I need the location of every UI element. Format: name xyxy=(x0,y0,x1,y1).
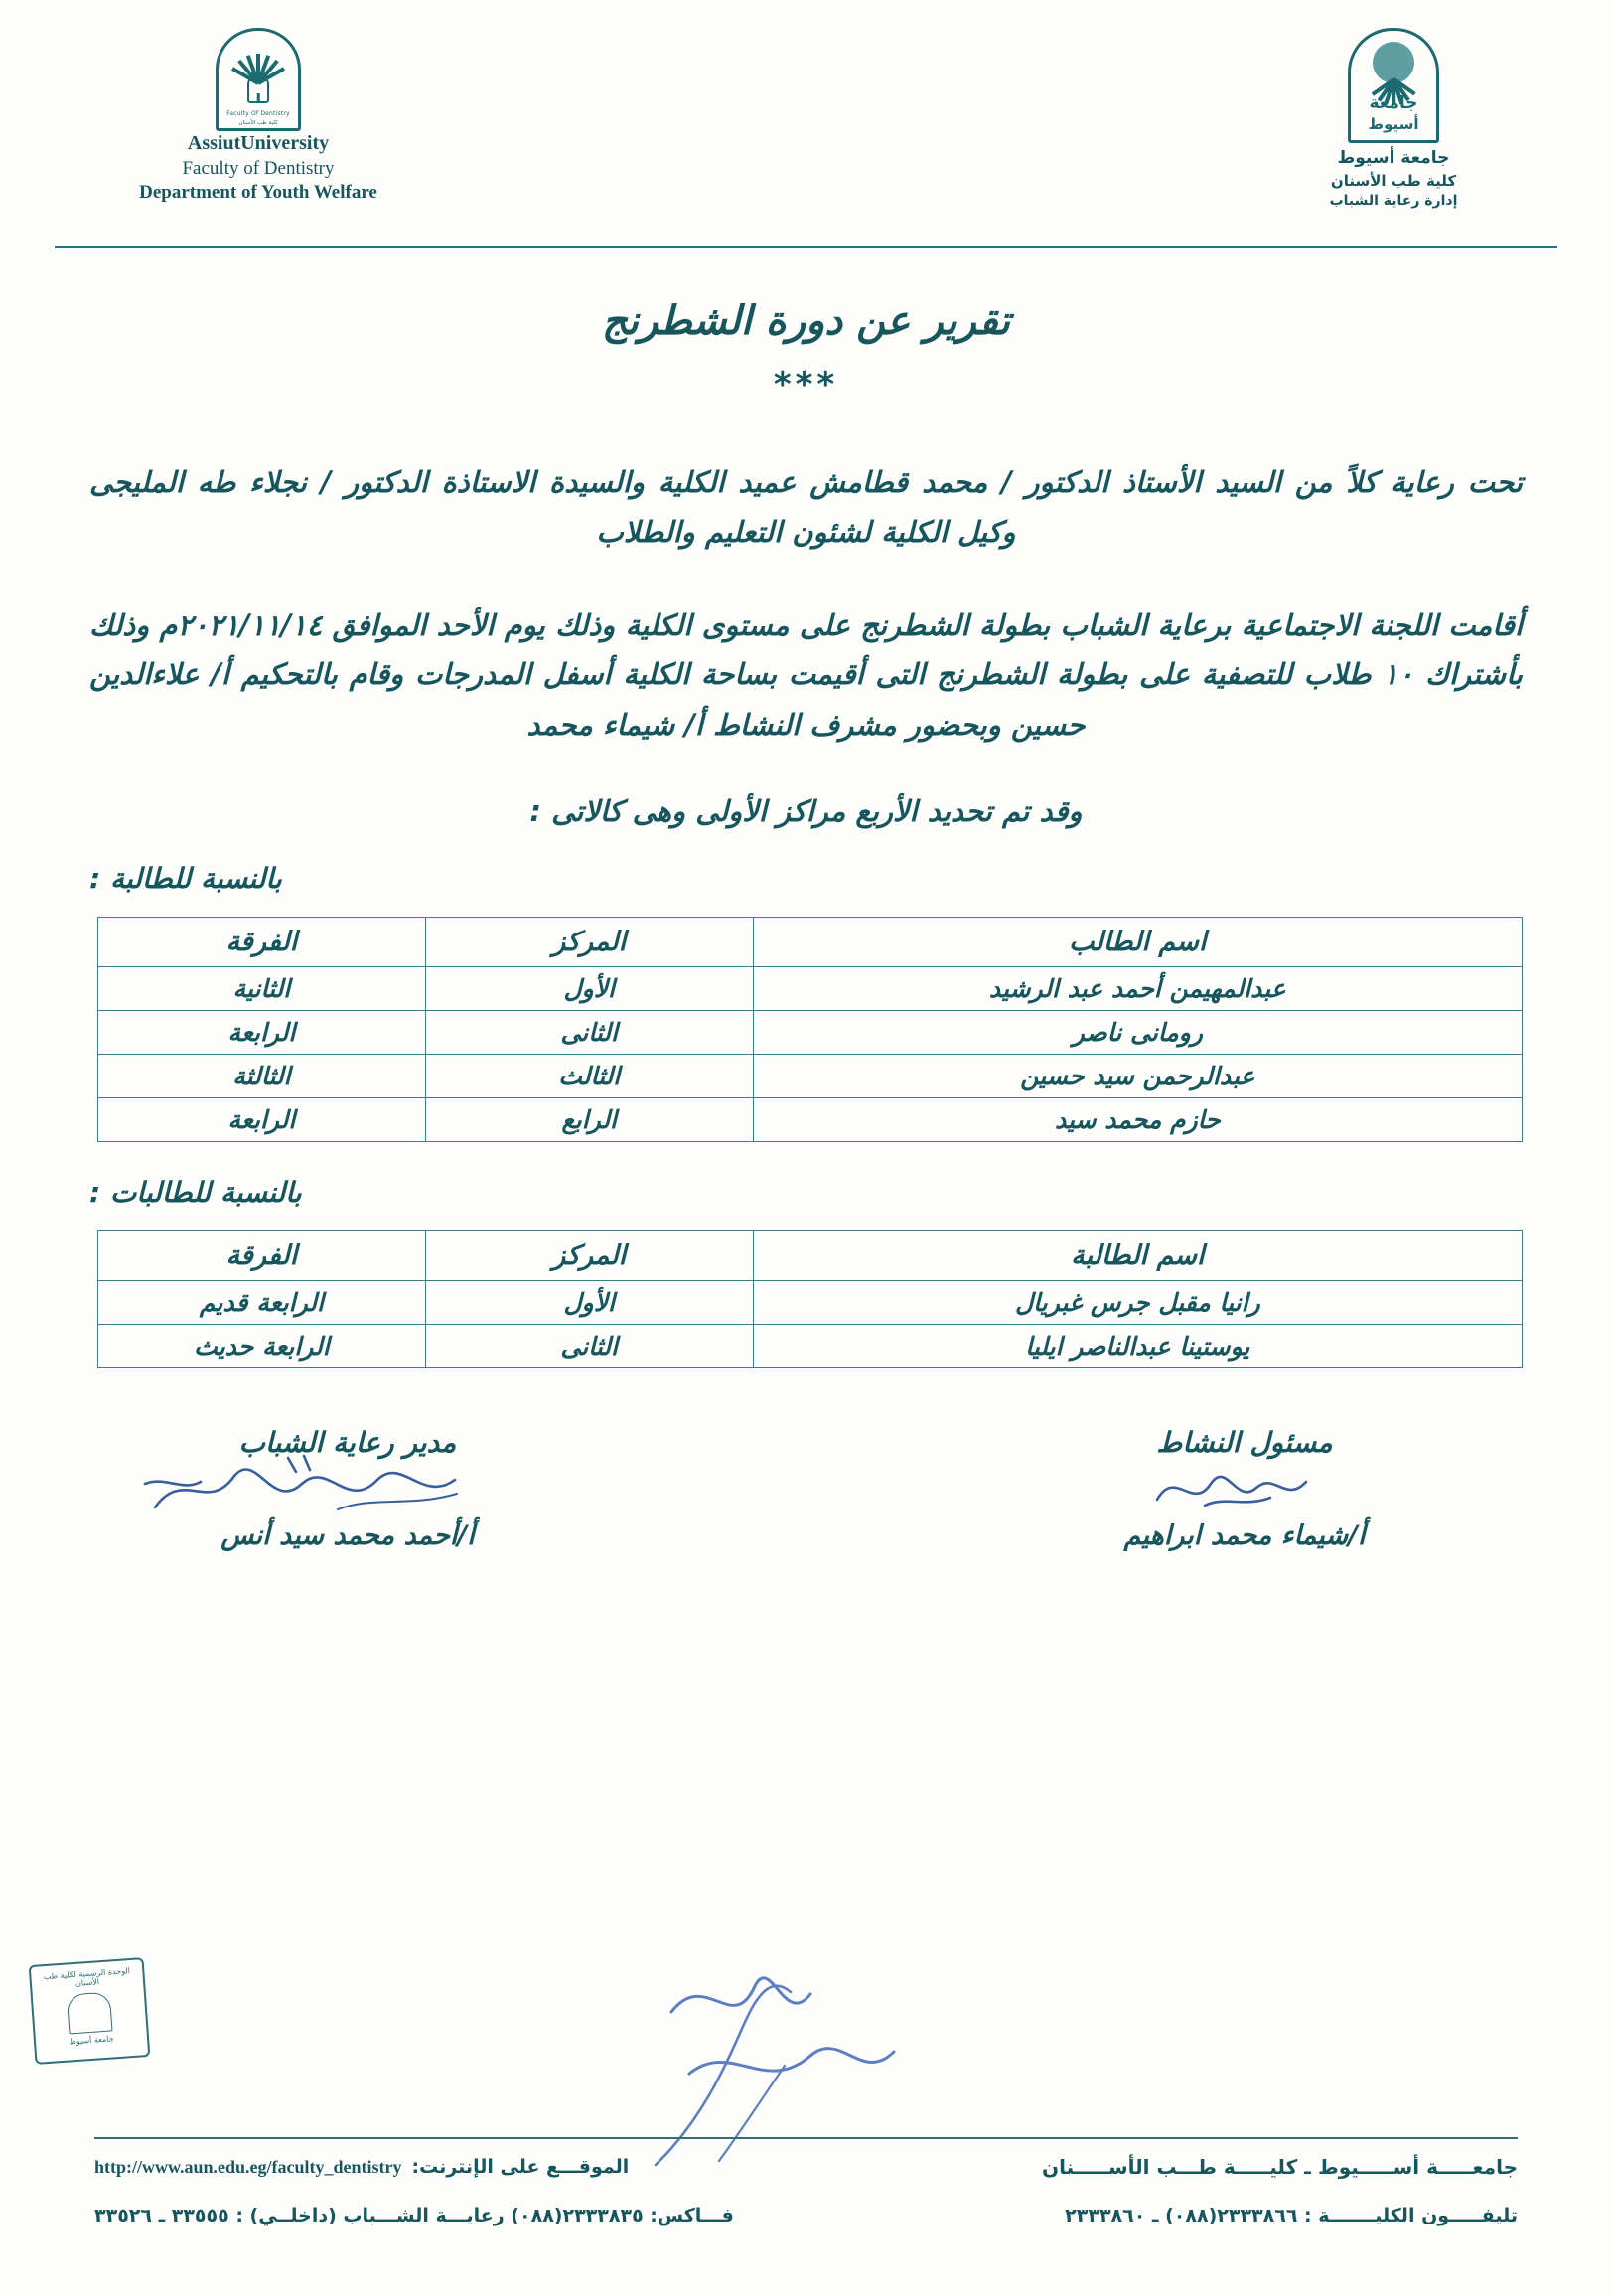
footer-row-contact xyxy=(94,2205,1518,2226)
logo-word-assiut: أسيوط xyxy=(1368,115,1419,133)
column-header-year: الفرقة xyxy=(98,1230,426,1280)
official-stamp xyxy=(29,1957,151,2065)
event-description-paragraph: أقامت اللجنة الاجتماعية برعاية الشباب بطولة الشطرنج على مستوى الكلية وذلك يوم الأحد الموافق ٢٠٢١/١١/١٤م وذلك بأشتراك ١٠ طلاب للتصفية على بطولة الشطرنج التى أقيمت بساحة الكلية أسفل المدرجات وقام بالتحكيم أ/ علاءالدين حسين وبحضور مشرف النشاط أ/ شيماء محمد xyxy=(89,607,1523,742)
cell-rank: الثانى xyxy=(425,1324,753,1367)
department-name-en: Department of Youth Welfare xyxy=(139,181,377,203)
cell-student-name: عبدالمهيمن أحمد عبد الرشيد xyxy=(753,966,1522,1010)
cell-rank: الثالث xyxy=(425,1054,753,1097)
title-ornament: *** xyxy=(773,365,839,405)
stamp-emblem-icon xyxy=(67,1992,113,2035)
stamp-line-2: جامعة أسيوط xyxy=(69,2034,114,2047)
header-right-text xyxy=(1230,147,1557,211)
header-left-text xyxy=(60,131,457,205)
cell-student-name: رانيا مقبل جرس غبريال xyxy=(753,1280,1522,1324)
female-students-results-table xyxy=(97,1230,1523,1368)
cell-student-name: عبدالرحمن سيد حسين xyxy=(753,1054,1522,1097)
cell-rank: الأول xyxy=(425,1280,753,1324)
table-row xyxy=(98,1280,1523,1324)
handwritten-signature-icon xyxy=(1145,1460,1374,1519)
header-divider xyxy=(55,246,1557,248)
cell-student-name: حازم محمد سيد xyxy=(753,1097,1522,1141)
faculty-name-en: Faculty of Dentistry xyxy=(182,157,335,179)
cell-year: الثانية xyxy=(98,966,426,1010)
signature-name: أ/شيماء محمد ابراهيم xyxy=(1123,1519,1366,1551)
column-header-rank: المركز xyxy=(425,1230,753,1280)
stamp-line-1: الوحدة الرسمية لكلية طب الأسنان xyxy=(43,1966,131,1988)
faculty-name-ar: كلية طب الأسنان xyxy=(1330,171,1457,190)
footer-website-group xyxy=(94,2156,629,2178)
cell-rank: الأول xyxy=(425,966,753,1010)
handwritten-signature-icon xyxy=(139,1454,536,1525)
document-footer xyxy=(0,2137,1612,2226)
table-row xyxy=(98,1010,1523,1054)
document-header xyxy=(0,0,1612,248)
cell-rank: الثانى xyxy=(425,1010,753,1054)
footer-address: جامعـــــة أســـــيوط ـ كليـــــة طـــب الأســـــنان xyxy=(1042,2155,1518,2179)
cell-year: الرابعة قديم xyxy=(98,1280,426,1324)
cell-student-name: رومانى ناصر xyxy=(753,1010,1522,1054)
table-row xyxy=(98,1054,1523,1097)
cell-rank: الرابع xyxy=(425,1097,753,1141)
signature-youth-welfare-director xyxy=(119,1426,576,1551)
table-header-row xyxy=(98,1230,1523,1280)
cell-year: الثالثة xyxy=(98,1054,426,1097)
signature-title: مدير رعاية الشباب xyxy=(238,1425,457,1459)
table-header-row xyxy=(98,917,1523,966)
logo-word-jamiaa: جامعة xyxy=(1369,93,1418,113)
footer-fax: فـــاكس: ٢٣٣٣٨٣٥(٠٨٨) رعايـــة الشـــباب (داخلــي) : ٣٣٥٥٥ ـ ٣٣٥٢٦ xyxy=(94,2205,734,2226)
university-name-ar: جامعة أسيوط xyxy=(1337,148,1450,168)
table-row xyxy=(98,1324,1523,1367)
female-students-section-label: بالنسبة للطالبات : xyxy=(89,1175,302,1209)
logo-caption-ar: كلية طب الأسنان xyxy=(238,120,278,126)
header-left-block xyxy=(60,28,457,205)
page-title: تقرير عن دورة الشطرنج xyxy=(602,298,1010,344)
assiut-university-logo-icon xyxy=(1348,28,1439,143)
faculty-of-dentistry-logo-icon xyxy=(216,28,301,131)
cell-year: الرابعة xyxy=(98,1097,426,1141)
footer-phone: تليفـــــون الكليـــــــة : ٢٣٣٣٨٦٦(٠٨٨) ـ ٢٣٣٣٨٦٠ xyxy=(1065,2205,1518,2226)
signature-activity-officer xyxy=(1036,1426,1453,1551)
footer-row-address xyxy=(94,2155,1518,2179)
document-body xyxy=(0,268,1612,1615)
cell-year: الرابعة حديث xyxy=(98,1324,426,1367)
university-name-en: AssiutUniversity xyxy=(187,132,330,154)
logo-caption-en: Faculty Of Dentistry xyxy=(226,110,290,117)
cell-student-name: يوستينا عبدالناصر ايليا xyxy=(753,1324,1522,1367)
column-header-rank: المركز xyxy=(425,917,753,966)
cell-year: الرابعة xyxy=(98,1010,426,1054)
column-header-year: الفرقة xyxy=(98,917,426,966)
signatures-area xyxy=(0,1426,1612,1615)
footer-website-label: الموقـــع على الإنترنت: xyxy=(411,2156,630,2178)
column-header-student-name: اسم الطالب xyxy=(753,917,1522,966)
signature-title: مسئول النشاط xyxy=(1156,1425,1333,1459)
students-section-label: بالنسبة للطالبة : xyxy=(89,861,282,895)
students-results-table xyxy=(97,917,1523,1142)
column-header-student-name: اسم الطالبة xyxy=(753,1230,1522,1280)
footer-divider xyxy=(94,2137,1518,2139)
patronage-paragraph: تحت رعاية كلاً من السيد الأستاذ الدكتور / محمد قطامش عميد الكلية والسيدة الاستاذة الدكتور / نجلاء طه المليجى وكيل الكلية لشئون التعليم والطلاب xyxy=(89,465,1523,549)
department-name-ar: إدارة رعاية الشباب xyxy=(1329,192,1458,209)
table-row xyxy=(98,1097,1523,1141)
signature-name: أ/أحمد محمد سيد أنس xyxy=(220,1519,475,1551)
footer-website-url[interactable]: http://www.aun.edu.eg/faculty_dentistry xyxy=(94,2156,402,2177)
results-intro-line: وقد تم تحديد الأربع مراكز الأولى وهى كالاتى : xyxy=(529,793,1083,828)
table-row xyxy=(98,966,1523,1010)
header-right-block xyxy=(1230,28,1557,211)
